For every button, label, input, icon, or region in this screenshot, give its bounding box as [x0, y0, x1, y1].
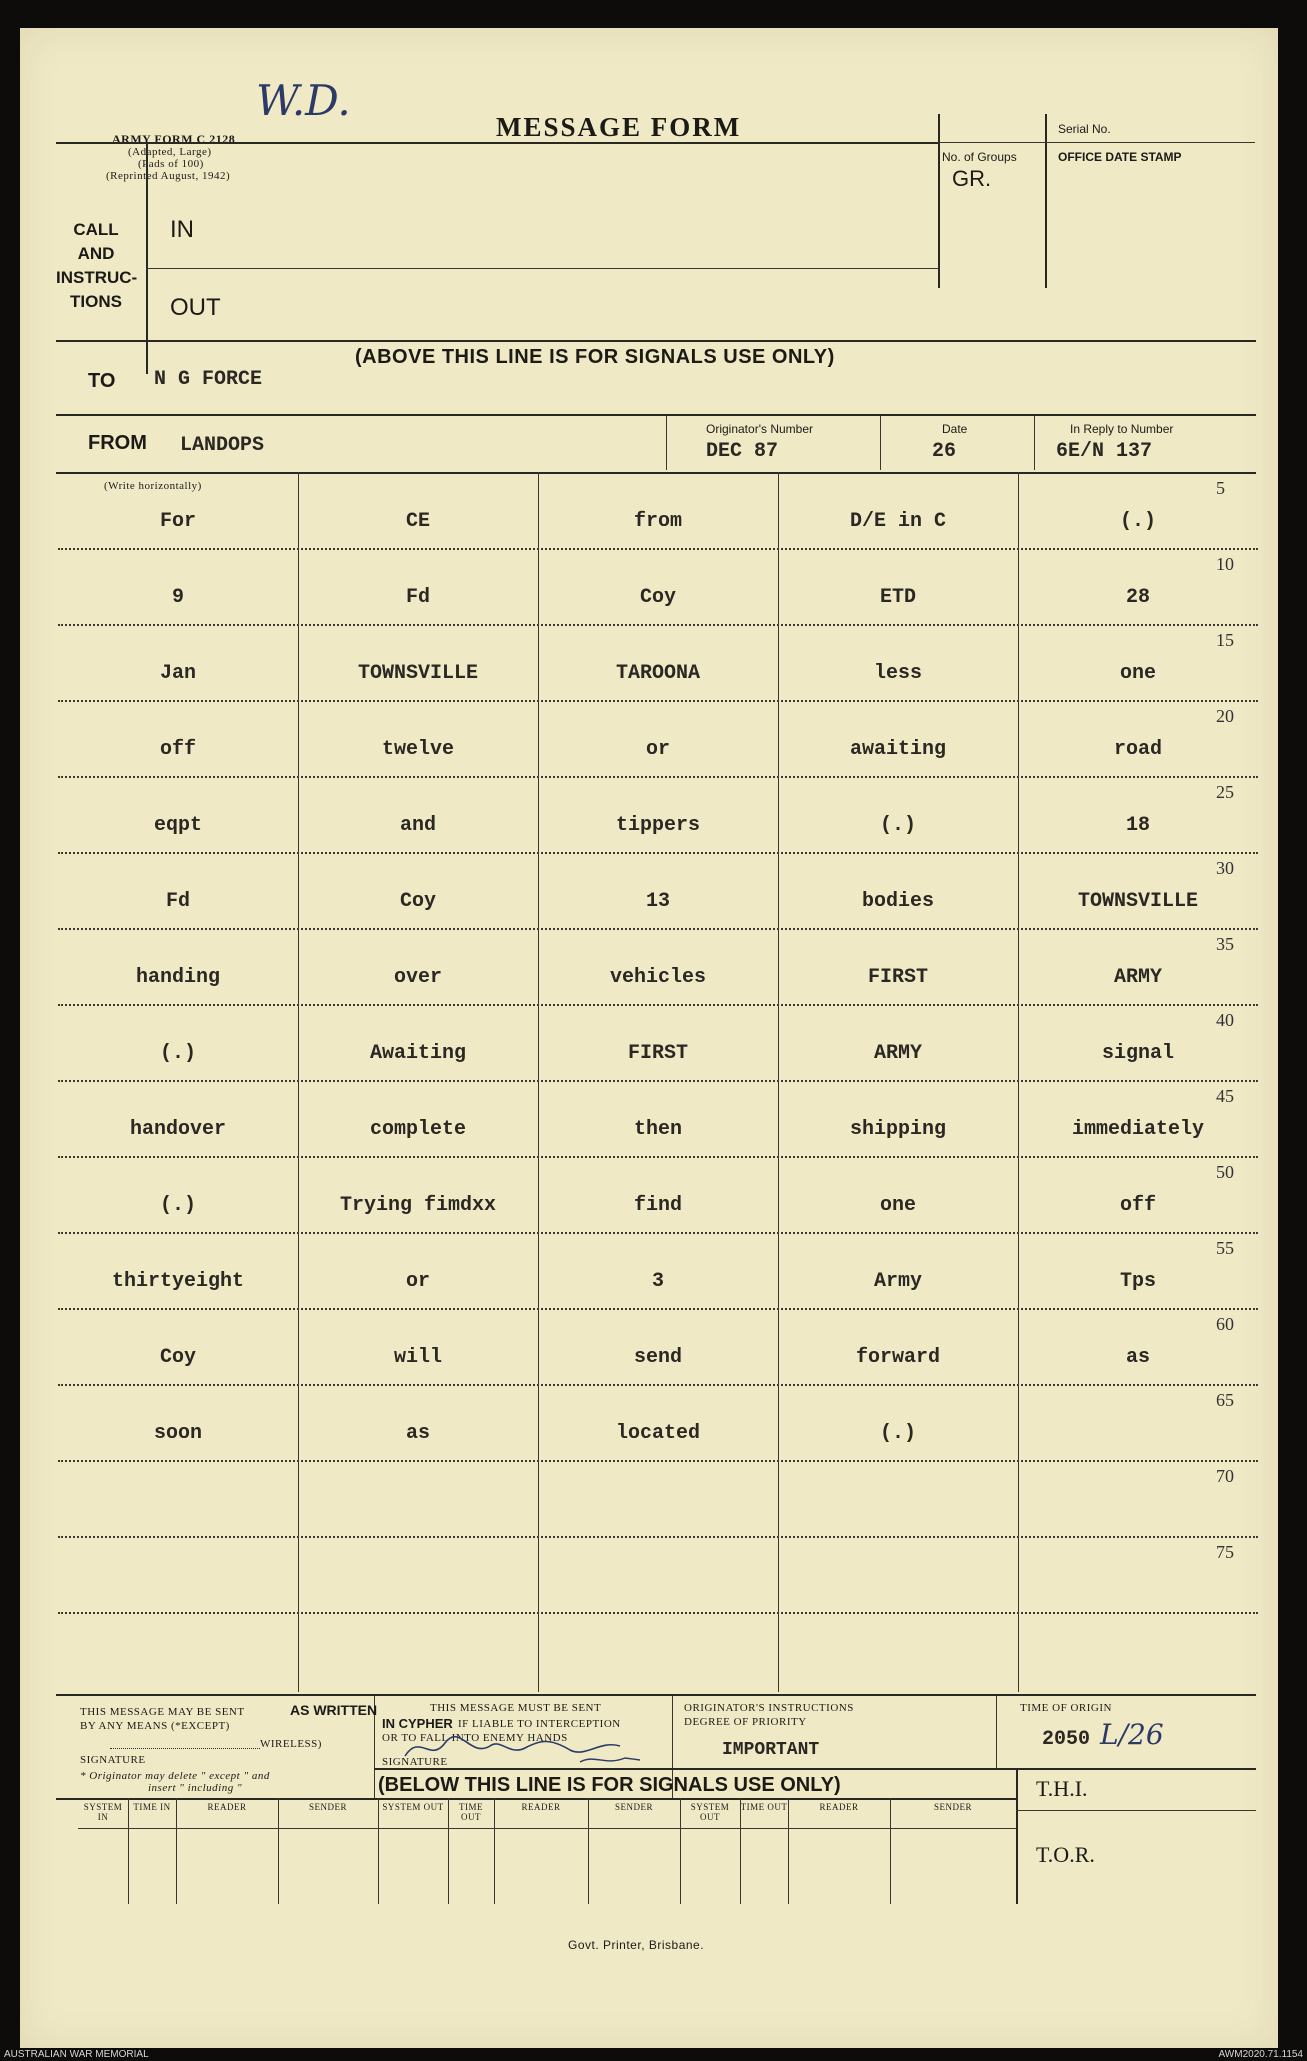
message-word: eqpt [153, 814, 202, 837]
row-number: 5 [1216, 478, 1225, 498]
originators-number-label: Originator's Number [706, 422, 813, 436]
row-rule [58, 700, 1258, 702]
form-title: MESSAGE FORM [496, 112, 742, 142]
message-word: Jan [159, 662, 196, 685]
wireless-label: WIRELESS) [260, 1738, 322, 1750]
printer-note: Govt. Printer, Brisbane. [568, 1938, 705, 1952]
signature-label-2: SIGNATURE [382, 1756, 448, 1768]
message-word: soon [153, 1422, 202, 1445]
message-word: Tps [1119, 1270, 1156, 1293]
row-number: 25 [1216, 782, 1234, 802]
row-rule [58, 852, 1258, 854]
row-number: 30 [1216, 858, 1234, 878]
signals-column-rule [378, 1798, 379, 1904]
signals-column-rule [588, 1798, 589, 1904]
form-id-line1: ARMY FORM C 2128 [112, 132, 236, 146]
from-value: LANDOPS [180, 434, 265, 457]
message-word: Coy [159, 1346, 196, 1369]
by-any-means-label: BY ANY MEANS (*EXCEPT) [80, 1720, 230, 1732]
message-word: awaiting [849, 738, 946, 761]
message-word: Coy [399, 890, 436, 913]
to-value: N G FORCE [154, 368, 263, 391]
message-word: (.) [879, 814, 916, 837]
time-of-origin-handwritten: L/26 [1100, 1718, 1164, 1751]
signature-label-1: SIGNATURE [80, 1754, 146, 1766]
message-word: (.) [159, 1194, 196, 1217]
message-word: and [399, 814, 436, 837]
message-word: (.) [879, 1422, 916, 1445]
handwritten-signature [400, 1728, 660, 1768]
row-rule [58, 624, 1258, 626]
message-word: send [633, 1346, 682, 1369]
message-word: twelve [381, 738, 454, 761]
signals-column-header: SENDER [614, 1802, 653, 1812]
message-form-sheet [20, 28, 1278, 2048]
signals-column-header: SYSTEM IN [83, 1802, 123, 1822]
row-number: 15 [1216, 630, 1234, 650]
originators-number-value: DEC 87 [706, 440, 779, 463]
message-word: (.) [159, 1042, 196, 1065]
from-label: FROM [88, 432, 147, 454]
call-label-1: CALL [73, 220, 119, 239]
message-word: ARMY [1113, 966, 1162, 989]
message-word: as [405, 1422, 430, 1445]
message-word: complete [369, 1118, 466, 1141]
message-word: Trying fimdxx [339, 1194, 497, 1217]
office-date-stamp-label: OFFICE DATE STAMP [1058, 150, 1182, 164]
message-word: ETD [879, 586, 916, 609]
signals-column-header: TIME OUT [740, 1802, 788, 1812]
message-word: Fd [405, 586, 430, 609]
row-number: 65 [1216, 1390, 1234, 1410]
groups-value: GR. [952, 166, 992, 191]
message-word: tippers [615, 814, 700, 837]
signals-column-header: TIME OUT [459, 1802, 483, 1822]
message-word: For [159, 510, 196, 533]
signals-column-rule [680, 1798, 681, 1904]
message-word: FIRST [627, 1042, 688, 1065]
originator-note-1: * Originator may delete " except " and [80, 1770, 270, 1782]
message-word: or [405, 1270, 430, 1293]
message-word: D/E in C [849, 510, 946, 533]
row-number: 55 [1216, 1238, 1234, 1258]
message-word: one [1119, 662, 1156, 685]
message-word: ARMY [873, 1042, 922, 1065]
message-word: 28 [1125, 586, 1150, 609]
signals-column-rule [740, 1798, 741, 1904]
if-liable-label: IF LIABLE TO INTERCEPTION [458, 1718, 621, 1730]
row-number: 50 [1216, 1162, 1234, 1182]
time-of-origin-value: 2050 [1042, 1728, 1091, 1751]
row-number: 40 [1216, 1010, 1234, 1030]
call-label-3: INSTRUC- [56, 268, 138, 287]
row-number: 45 [1216, 1086, 1234, 1106]
message-word: as [1125, 1346, 1150, 1369]
thi-label: T.H.I. [1036, 1776, 1088, 1801]
row-rule [58, 1384, 1258, 1386]
as-written-label: AS WRITTEN [290, 1702, 378, 1718]
message-word: from [633, 510, 682, 533]
message-word: TOWNSVILLE [357, 662, 479, 685]
message-word: Coy [639, 586, 676, 609]
signals-column-rule [176, 1798, 177, 1904]
signals-column-rule [128, 1798, 129, 1904]
footer-left: AUSTRALIAN WAR MEMORIAL [4, 2049, 149, 2060]
form-id-line2: (Adapted, Large) [128, 146, 212, 158]
reply-number-value: 6E/N 137 [1056, 440, 1153, 463]
message-word: one [879, 1194, 916, 1217]
tor-label: T.O.R. [1036, 1842, 1095, 1867]
may-be-sent-label: THIS MESSAGE MAY BE SENT [80, 1706, 245, 1718]
row-number: 20 [1216, 706, 1234, 726]
message-word: shipping [849, 1118, 946, 1141]
originator-note-2: insert " including " [148, 1782, 243, 1794]
message-word: Army [873, 1270, 922, 1293]
in-label: IN [170, 216, 194, 243]
message-word: 9 [171, 586, 184, 609]
row-rule [58, 1460, 1258, 1462]
degree-of-priority-label: DEGREE OF PRIORITY [684, 1716, 807, 1728]
row-number: 10 [1216, 554, 1234, 574]
message-word: TAROONA [615, 662, 700, 685]
to-label: TO [88, 370, 116, 392]
message-word: off [159, 738, 196, 761]
message-word: then [633, 1118, 682, 1141]
footer-right: AWM2020.71.1154 [1218, 2049, 1303, 2060]
form-id-line3: (Pads of 100) [138, 158, 204, 170]
write-horizontally-note: (Write horizontally) [104, 480, 202, 492]
date-label: Date [942, 422, 968, 436]
message-word: find [633, 1194, 682, 1217]
message-word: road [1113, 738, 1162, 761]
signals-column-rule [890, 1798, 891, 1904]
signals-column-header: READER [819, 1802, 859, 1812]
row-number: 35 [1216, 934, 1234, 954]
call-label-4: TIONS [70, 292, 122, 311]
time-of-origin-label: TIME OF ORIGIN [1020, 1702, 1112, 1714]
signals-column-rule [448, 1798, 449, 1904]
row-rule [58, 1080, 1258, 1082]
reply-number-label: In Reply to Number [1070, 422, 1174, 436]
message-word: handover [129, 1118, 226, 1141]
call-instructions-label [56, 218, 136, 314]
priority-value: IMPORTANT [722, 1740, 820, 1760]
message-word: FIRST [867, 966, 928, 989]
must-be-sent-label: THIS MESSAGE MUST BE SENT [430, 1702, 602, 1714]
message-word: or [645, 738, 670, 761]
message-word: CE [405, 510, 430, 533]
out-label: OUT [170, 294, 221, 321]
row-number: 75 [1216, 1542, 1234, 1562]
message-word: off [1119, 1194, 1156, 1217]
message-word: vehicles [609, 966, 706, 989]
message-word: handing [135, 966, 220, 989]
message-word: less [873, 662, 922, 685]
handwritten-wd: W.D. [256, 76, 351, 125]
row-rule [58, 776, 1258, 778]
message-word: Fd [165, 890, 190, 913]
row-rule [58, 928, 1258, 930]
message-word: forward [855, 1346, 940, 1369]
signals-column-header: SENDER [933, 1802, 972, 1812]
or-to-fall-label: OR TO FALL INTO ENEMY HANDS [382, 1732, 568, 1744]
message-word: over [393, 966, 442, 989]
row-rule [58, 1308, 1258, 1310]
row-rule [58, 1004, 1258, 1006]
message-word: 18 [1125, 814, 1150, 837]
signals-column-header: SENDER [308, 1802, 347, 1812]
row-rule [58, 1232, 1258, 1234]
row-rule [58, 1156, 1258, 1158]
message-word: bodies [861, 890, 934, 913]
message-word: Awaiting [369, 1042, 466, 1065]
signals-note-top: (ABOVE THIS LINE IS FOR SIGNALS USE ONLY) [355, 346, 835, 368]
signals-column-rule [788, 1798, 789, 1904]
message-word: located [615, 1422, 700, 1445]
date-value: 26 [932, 440, 957, 463]
in-cypher-label: IN CYPHER [382, 1716, 453, 1731]
message-word: (.) [1119, 510, 1156, 533]
row-rule [58, 1612, 1258, 1614]
message-word: TOWNSVILLE [1077, 890, 1199, 913]
row-rule [58, 548, 1258, 550]
signals-column-rule [278, 1798, 279, 1904]
footer-bar [0, 2048, 1307, 2061]
signals-column-header: READER [521, 1802, 561, 1812]
signals-column-header: READER [207, 1802, 247, 1812]
originators-instructions-label: ORIGINATOR'S INSTRUCTIONS [684, 1702, 854, 1714]
signals-note-bottom: (BELOW THIS LINE IS FOR SIGNALS USE ONLY) [378, 1774, 841, 1796]
form-id-line4: (Reprinted August, 1942) [106, 170, 231, 182]
message-word: signal [1101, 1042, 1174, 1065]
message-word: thirtyeight [111, 1270, 245, 1293]
message-word: 13 [645, 890, 670, 913]
row-number: 70 [1216, 1466, 1234, 1486]
signals-column-header: SYSTEM OUT [382, 1802, 444, 1812]
message-word: immediately [1071, 1118, 1205, 1141]
message-word: 3 [651, 1270, 664, 1293]
signals-column-header: SYSTEM OUT [690, 1802, 730, 1822]
row-number: 60 [1216, 1314, 1234, 1334]
signals-column-header: TIME IN [133, 1802, 171, 1812]
signals-column-rule [494, 1798, 495, 1904]
call-label-2: AND [77, 244, 115, 263]
groups-label: No. of Groups [942, 150, 1017, 164]
row-rule [58, 1536, 1258, 1538]
serial-label: Serial No. [1058, 122, 1111, 136]
message-word: will [393, 1346, 442, 1369]
